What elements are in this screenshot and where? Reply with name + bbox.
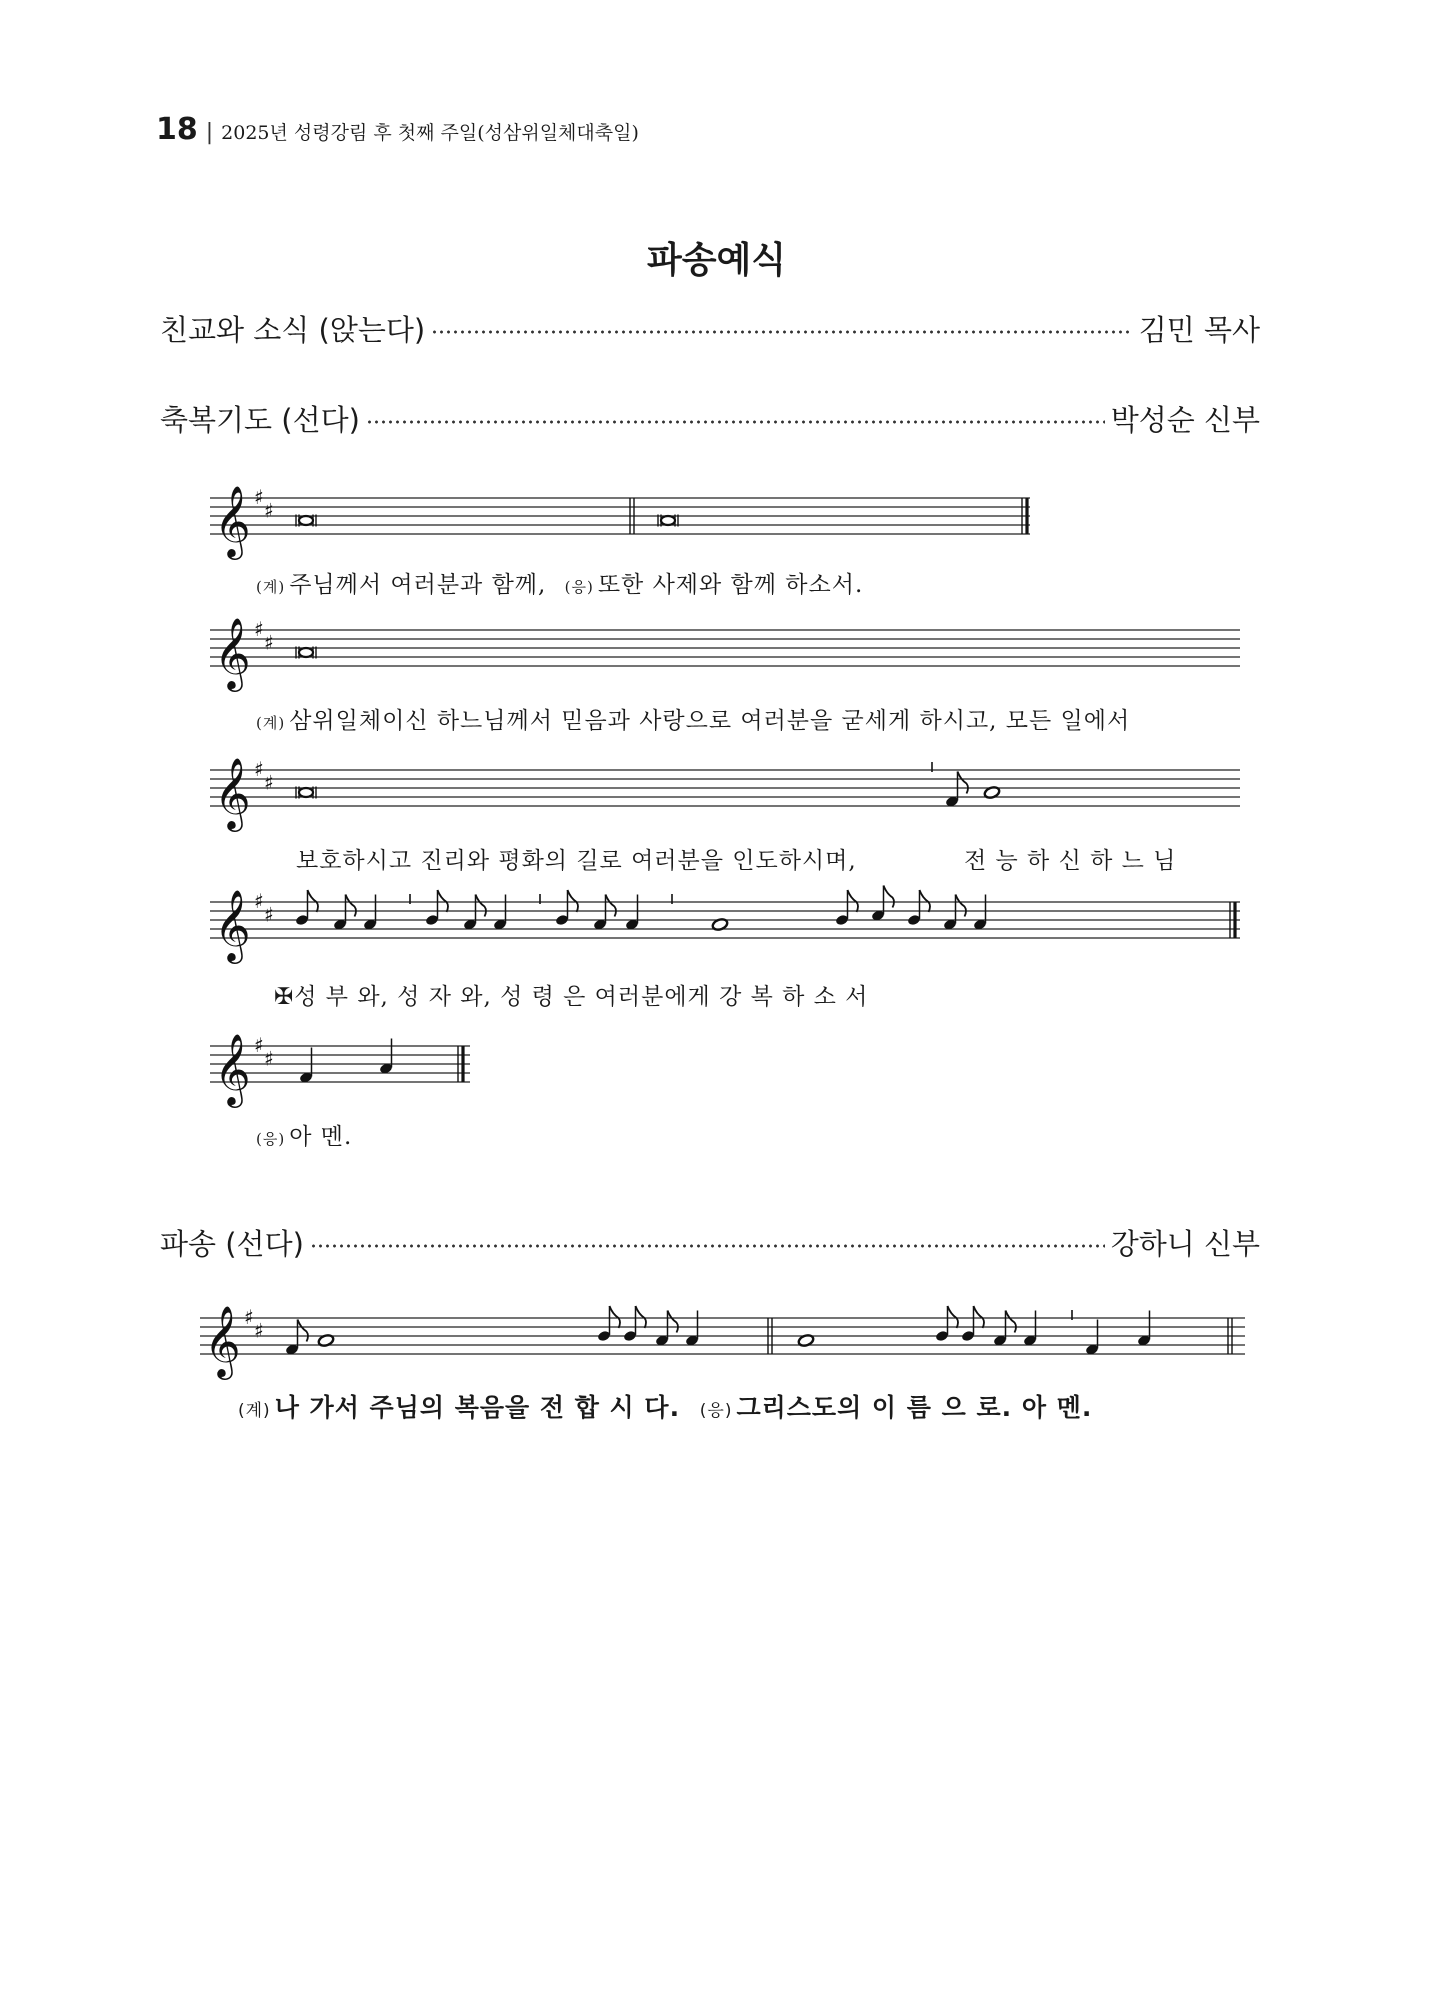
lyric-line-2: (계) 삼위일체이신 하느님께서 믿음과 사랑으로 여러분을 굳세게 하시고, 모든 일에서 [256,708,1131,734]
treble-clef-icon: 𝄞 [214,484,251,557]
note-flag [610,1306,621,1328]
note-flag [958,772,969,794]
sharp-icon: ♯ [264,1046,274,1071]
entry-blessing [160,396,1260,440]
entry-person: 박성순 신부 [1110,402,1260,437]
note-flag [476,895,487,917]
music-staff-5 [210,1028,510,1108]
note-flag [884,886,895,908]
note-flag [668,1311,679,1333]
dot-leader [431,330,1133,334]
treble-clef-icon: 𝄞 [214,1032,251,1105]
note-flag [974,1306,985,1328]
note-flag [438,890,449,912]
sharp-icon: ♯ [254,1033,264,1057]
note-flag [956,895,967,917]
note-flag [948,1306,959,1328]
note-flag [568,890,579,912]
sharp-icon: ♯ [254,485,264,509]
section-title: 파송예식 [646,240,787,281]
dot-leader [310,1244,1105,1248]
sharp-icon: ♯ [264,770,274,795]
sharp-icon: ♯ [254,1318,264,1343]
treble-clef-icon: 𝄞 [214,888,251,961]
dot-leader [366,420,1105,424]
entry-label: 친교와 소식 (앉는다) [160,312,426,347]
treble-clef-icon: 𝄞 [214,756,251,829]
running-title: 2025년 성령강림 후 첫째 주일(성삼위일체대축일) [221,122,639,144]
entry-person: 김민 목사 [1138,312,1260,347]
sharp-icon: ♯ [244,1305,254,1329]
note-flag [606,895,617,917]
music-staff-1 [210,480,1050,560]
breve-note [661,516,675,525]
sharp-icon: ♯ [264,902,274,927]
lyric-line-5: (응) 아 멘. [256,1124,353,1150]
breve-note [299,516,313,525]
note-flag [346,895,357,917]
page-number: 18 [156,112,198,147]
music-staff-4 [210,884,1240,964]
cross-icon: ✠ [274,984,295,1010]
entry-communion-news [160,306,1260,350]
entry-label: 축복기도 (선다) [160,402,360,437]
note-flag [308,890,319,912]
note-flag [298,1320,309,1342]
sharp-icon: ♯ [254,757,264,781]
music-staff-3 [210,752,1240,832]
treble-clef-icon: 𝄞 [214,616,251,689]
breve-note [299,788,313,797]
note-flag [920,890,931,912]
sharp-icon: ♯ [264,498,274,523]
music-staff-6 [200,1300,1250,1380]
note-flag [1006,1311,1017,1333]
entry-person: 강하니 신부 [1110,1226,1260,1261]
lyric-line-6: (계) 나 가서 주님의 복음을 전 합 시 다. (응) 그리스도의 이 름 으 로. 아 멘. [238,1393,1093,1422]
sharp-icon: ♯ [254,889,264,913]
entry-label: 파송 (선다) [160,1226,304,1261]
header-separator: | [205,120,214,145]
lyric-line-3b: 전 능 하 신 하 느 님 [964,848,1177,874]
treble-clef-icon: 𝄞 [204,1304,241,1377]
breve-note [299,648,313,657]
sharp-icon: ♯ [254,617,264,641]
lyric-line-3: 보호하시고 진리와 평화의 길로 여러분을 인도하시며, [296,848,857,874]
music-staff-2 [210,612,1240,692]
page-header [156,112,639,152]
lyric-line-1: (계) 주님께서 여러분과 함께, (응) 또한 사제와 함께 하소서. [256,572,864,598]
note-flag [848,890,859,912]
entry-dismissal [160,1220,1260,1264]
sharp-icon: ♯ [264,630,274,655]
note-flag [636,1306,647,1328]
lyric-line-4: ✠성 부 와, 성 자 와, 성 령 은 여러분에게 강 복 하 소 서 [274,984,869,1010]
